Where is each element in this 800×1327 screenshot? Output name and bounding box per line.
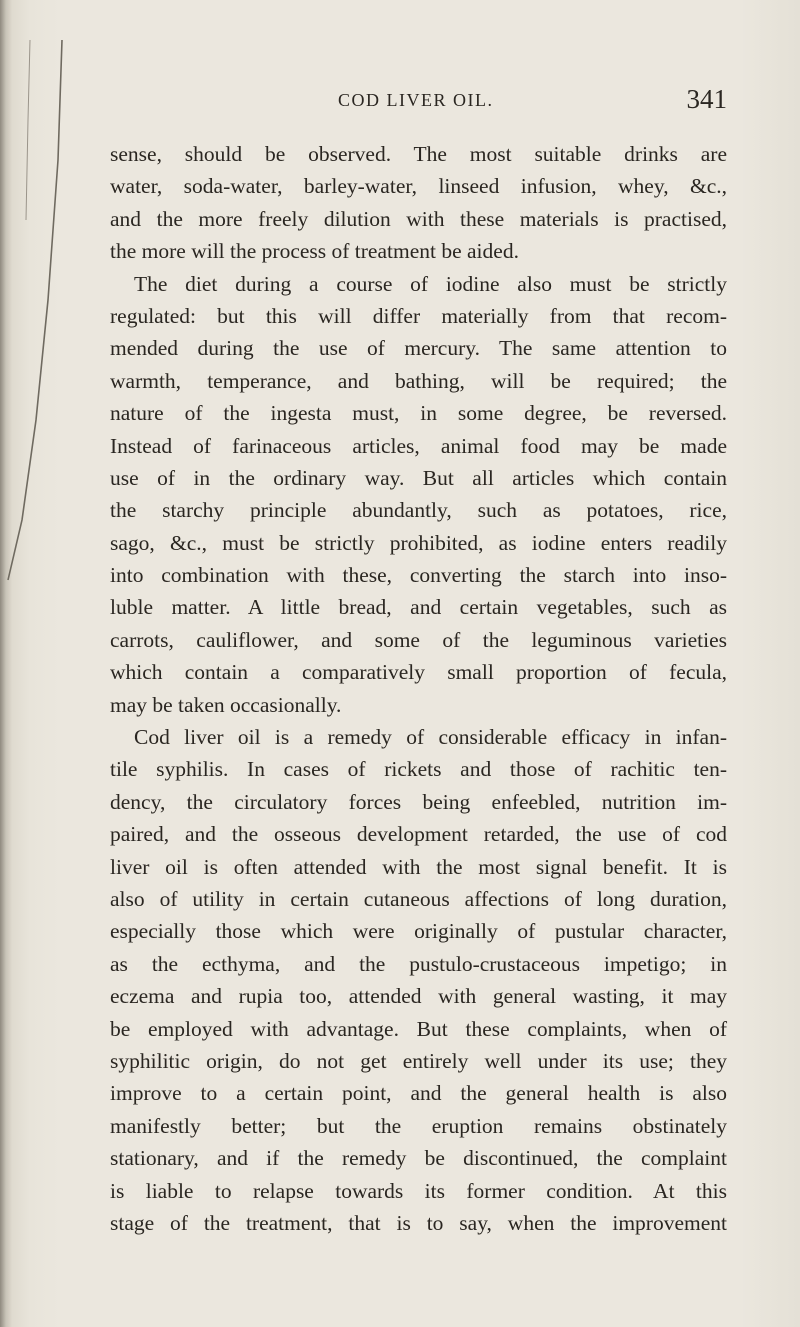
- text-line: improve to a certain point, and the general health is also: [110, 1081, 727, 1106]
- text-line: mended during the use of mercury. The same attention to: [110, 336, 727, 361]
- text-line: warmth, temperance, and bathing, will be required; the: [110, 368, 727, 393]
- text-line: into combination with these, converting the starch into inso-: [110, 563, 727, 588]
- running-head: [110, 84, 727, 124]
- text-line: eczema and rupia too, attended with general wasting, it may: [110, 984, 727, 1009]
- text-line: use of in the ordinary way. But all articles which contain: [110, 465, 727, 490]
- paper-crease-mark: [0, 0, 80, 620]
- text-line: syphilitic origin, do not get entirely well under its use; they: [110, 1048, 727, 1073]
- text-line: especially those which were originally of pustular character,: [110, 919, 727, 944]
- text-line: the more will the process of treatment be aided.: [110, 239, 519, 264]
- text-line: also of utility in certain cutaneous affections of long duration,: [110, 886, 727, 911]
- text-line: may be taken occasionally.: [110, 692, 342, 717]
- body-text: [110, 138, 727, 1239]
- text-line: carrots, cauliflower, and some of the leguminous varieties: [110, 627, 727, 652]
- text-line: is liable to relapse towards its former condition. At this: [110, 1178, 727, 1203]
- text-line: water, soda-water, barley-water, linseed infusion, whey, &c.,: [110, 174, 727, 199]
- text-line: The diet during a course of iodine also must be strictly: [134, 271, 727, 296]
- text-line: regulated: but this will differ materially from that recom-: [110, 303, 727, 328]
- text-line: sense, should be observed. The most suitable drinks are: [110, 142, 727, 166]
- running-title: COD LIVER OIL.: [338, 90, 494, 110]
- text-line: luble matter. A little bread, and certain vegetables, such as: [110, 595, 727, 620]
- text-line: paired, and the osseous development retarded, the use of cod: [110, 822, 727, 847]
- text-line: stationary, and if the remedy be discontinued, the complaint: [110, 1146, 727, 1171]
- text-line: be employed with advantage. But these complaints, when of: [110, 1016, 727, 1041]
- text-line: dency, the circulatory forces being enfeebled, nutrition im-: [110, 789, 727, 814]
- page-number: 341: [686, 84, 727, 114]
- text-line: Cod liver oil is a remedy of considerable efficacy in infan-: [134, 725, 727, 750]
- text-line: nature of the ingesta must, in some degree, be reversed.: [110, 401, 727, 426]
- text-line: Instead of farinaceous articles, animal food may be made: [110, 433, 727, 458]
- text-line: stage of the treatment, that is to say, when the improvement: [110, 1210, 727, 1235]
- text-line: sago, &c., must be strictly prohibited, as iodine enters readily: [110, 530, 727, 555]
- text-line: which contain a comparatively small proportion of fecula,: [110, 660, 727, 685]
- text-line: tile syphilis. In cases of rickets and those of rachitic ten-: [110, 757, 727, 782]
- text-line: liver oil is often attended with the most signal benefit. It is: [110, 854, 727, 879]
- text-line: as the ecthyma, and the pustulo-crustaceous impetigo; in: [110, 951, 727, 976]
- text-line: the starchy principle abundantly, such as potatoes, rice,: [110, 498, 727, 523]
- text-line: and the more freely dilution with these materials is practised,: [110, 206, 727, 231]
- text-line: manifestly better; but the eruption remains obstinately: [110, 1113, 727, 1138]
